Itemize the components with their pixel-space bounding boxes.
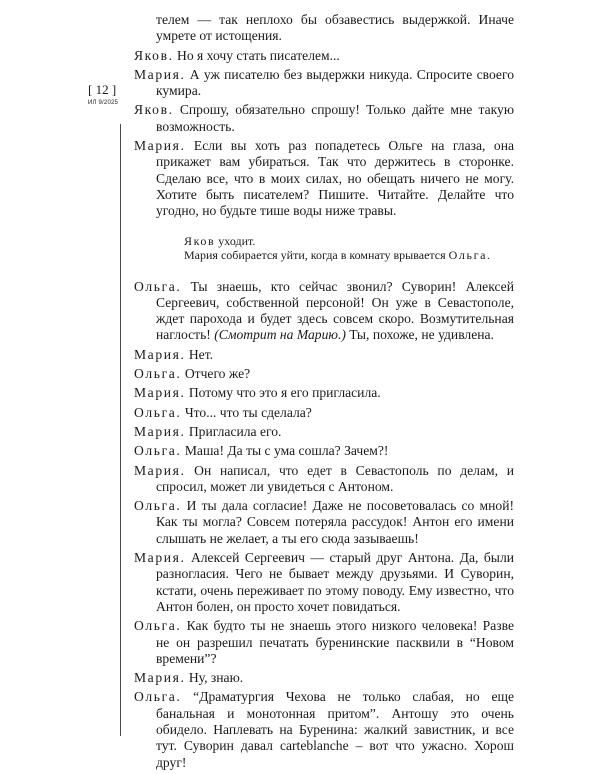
speech-line [134,102,514,135]
speaker-name: Ольга. [134,443,182,459]
speech-line [134,138,514,219]
speech-text: А уж писателю без выдержки никуда. Спросите своего кумира. [156,66,514,99]
speech-line [134,67,514,100]
speech-text: Спрошу, обязательно спрошу! Только дайте мне такую возможность. [156,102,514,134]
speech-line [134,48,514,64]
speaker-name: Мария. [134,346,186,362]
speech-text: Что... что ты сделала? [181,404,312,420]
speech-text: Ну, знаю. [185,670,244,686]
speech-line [134,424,514,440]
speaker-name: Мария. [134,550,186,566]
speech-line [134,405,514,421]
speech-text: Ты знаешь, кто сейчас звонил? Суворин! Алексей Сергеевич, собственной персоной! Он уже в Севастополе, ждет парохода и будет здесь совсем скоро. Возмутительная наглость! [156,278,514,343]
speech-text: Но я хочу стать писателем... [173,47,340,63]
speech-text: Потому что это я его пригласила. [185,385,381,401]
speaker-name: Ольга. [134,618,182,634]
issue-label: ИЛ 9/2025 [88,100,119,106]
speech-text: И ты дала согласие! Даже не посоветовалась со мной! Как ты могла? Совсем потеряла рассудок! Антон его имени слышать не желает, а ты его сюда зазываешь! [156,498,514,546]
speech-text: Маша! Да ты с ума сошла? Зачем?! [181,443,389,459]
speech-text: Отчего же? [181,366,251,382]
speaker-name: Мария. [134,462,186,478]
speech-line [134,463,514,496]
speaker-name: Мария. [134,385,186,401]
speaker-name: Яков. [134,102,174,118]
speaker-name: Ольга. [134,498,182,514]
speaker-name: Мария. [134,138,186,154]
speaker-name: Мария. [134,423,186,439]
speech-text: “Драматургия Чехова не только слабая, но еще банальная и монотонная притом”. Антошу это очень обидело. Наплевать на Буренина: жалкий завистник, и все тут. Суворин давал carteblanche – вот что ужасно. Хорош друг! [156,689,514,770]
speech-line [134,670,514,686]
speech-line [134,498,514,547]
speech-line [134,385,514,401]
speech-line [134,550,514,615]
speaker-name: Яков. [134,47,174,63]
speaker-name: Ольга. [134,366,182,382]
stage-text: Мария собирается уйти, когда в комнату врывается [184,248,449,263]
speech-line [134,366,514,382]
speech-line [134,618,514,667]
speech-line [134,347,514,363]
speaker-name: Ольга. [134,404,182,420]
speech-line [134,279,514,344]
stage-remark: (Смотрит на Марию.) [214,327,346,343]
stage-text: уходит. [215,233,256,248]
speech-text: Пригласила его. [185,423,282,439]
speech-line [134,443,514,459]
play-text [134,12,514,774]
speaker-name: Мария. [134,670,186,686]
speech-text: Как будто ты не знаешь этого низкого человека! Разве не он разрешил печатать буренинские пасквили в “Новом времени”? [156,618,514,666]
stage-text: . [487,248,491,263]
speaker-name: Ольга. [134,278,182,294]
speech-text: Он написал, что едет в Севастополь по делам, и спросил, может ли увидеться с Антоном. [156,462,514,494]
speaker-name: Ольга. [134,689,182,705]
speech-text: Нет. [185,346,214,362]
margin-rule [120,124,121,736]
stage-direction [184,234,514,263]
continued-line [134,12,514,45]
speech-text: Если вы хоть раз попадетесь Ольге на глаза, она прикажет вам убираться. Так что держитесь в сторонке. Сделаю все, что в моих силах, но обещать ничего не могу. Хотите быть писателем? Пишите. Читайте. Делайте что угодно, но будьте тише воды ниже травы. [156,138,514,219]
speech-text: Алексей Сергеевич — старый друг Антона. Да, были разногласия. Чего не бывает между друзьями. И Суворин, кстати, очень переживает по этому поводу. Ему известно, что Антон болен, он просто хочет повидаться. [156,550,514,614]
speaker-name: Ольга [448,248,488,263]
speech-line [134,689,514,770]
speech-text: телем — так неплохо бы обзавестись выдержкой. Иначе умрете от истощения. [156,12,514,44]
page-number: [ 12 ] [88,82,117,97]
speaker-name: Яков [184,233,216,248]
speaker-name: Мария. [134,66,186,82]
speech-text: Ты, похоже, не удивлена. [345,327,494,343]
